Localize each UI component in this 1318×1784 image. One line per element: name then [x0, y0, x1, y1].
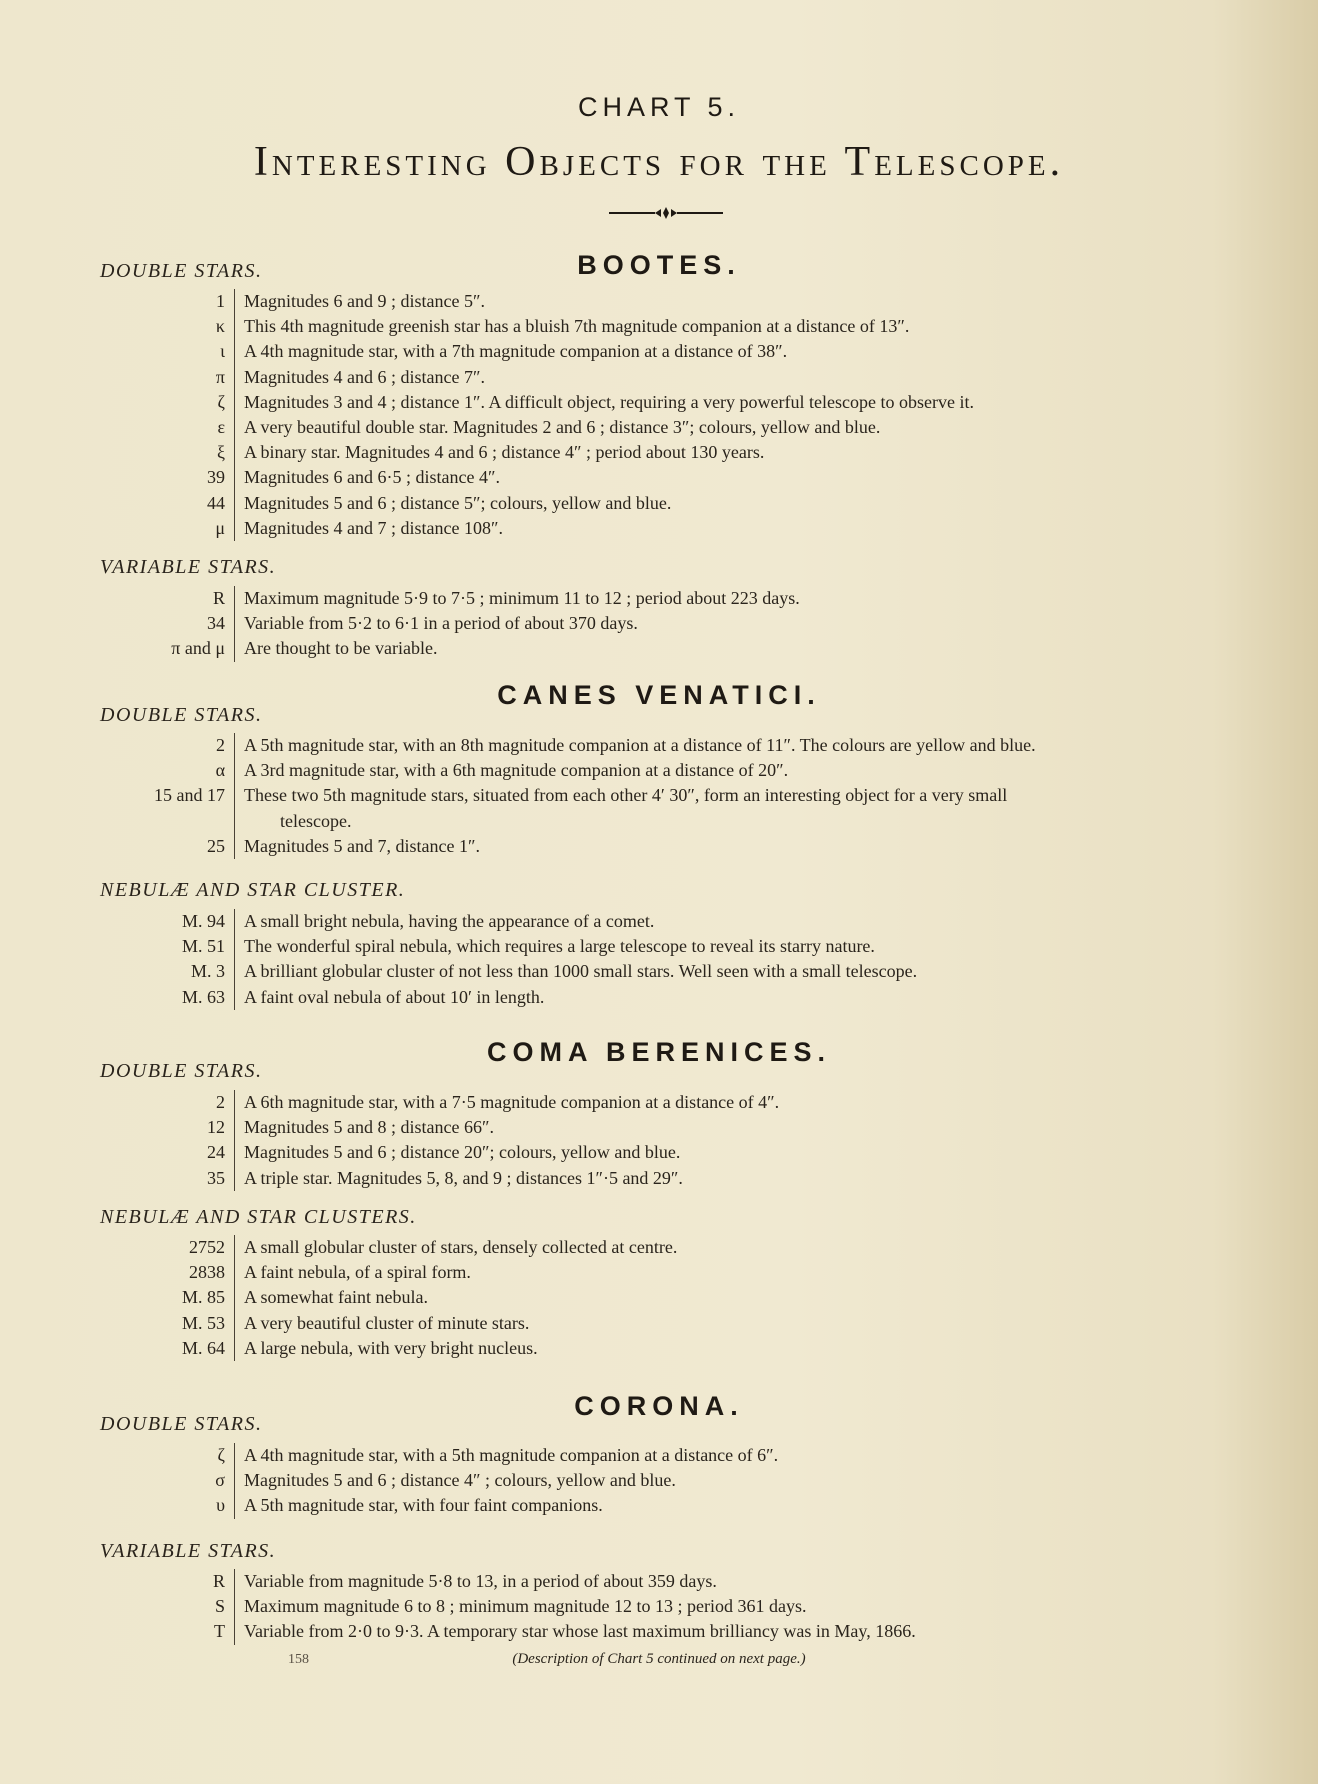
- section-heading-double-stars: DOUBLE STARS.: [100, 260, 263, 282]
- entry-description: A 4th magnitude star, with a 5th magnitude companion at a distance of 6″.: [234, 1443, 1250, 1468]
- entry-description: Variable from magnitude 5·8 to 13, in a period of about 359 days.: [234, 1569, 1250, 1594]
- list-item: [110, 1235, 1250, 1260]
- entry-description: Maximum magnitude 6 to 8 ; minimum magnitude 12 to 13 ; period 361 days.: [234, 1594, 1250, 1619]
- section-heading-double-stars: DOUBLE STARS.: [100, 704, 263, 726]
- list-item: [110, 314, 1250, 339]
- entry-key: ζ: [217, 391, 225, 412]
- list-item: [110, 586, 1250, 611]
- entry-description: A very beautiful cluster of minute stars.: [234, 1311, 1250, 1336]
- entry-key: M. 3: [190, 961, 225, 982]
- list-item: [110, 1493, 1250, 1518]
- list-item: [110, 491, 1250, 516]
- entry-key: ι: [220, 341, 225, 362]
- entry-description: Magnitudes 3 and 4 ; distance 1″. A difficult object, requiring a very powerful telescope to observe it.: [234, 390, 1250, 415]
- list-item: [110, 415, 1250, 440]
- entry-description: A brilliant globular cluster of not less than 1000 small stars. Well seen with a small telescope.: [234, 959, 1250, 984]
- list-item: [110, 465, 1250, 490]
- continuation-note: (Description of Chart 5 continued on next page.): [512, 1651, 806, 1667]
- entry-description: A somewhat faint nebula.: [234, 1285, 1250, 1310]
- list-item: [110, 611, 1250, 636]
- section-heading-variable-stars: VARIABLE STARS.: [100, 556, 277, 578]
- list-item: [110, 1311, 1250, 1336]
- list-item: [110, 809, 1250, 834]
- entry-key: σ: [215, 1470, 225, 1491]
- entry-description: These two 5th magnitude stars, situated from each other 4′ 30″, form an interesting object for a very small: [234, 783, 1250, 808]
- section-heading-nebulae: NEBULÆ AND STAR CLUSTER.: [100, 879, 406, 901]
- list-item: [110, 636, 1250, 661]
- entry-key: 2838: [189, 1262, 225, 1283]
- list-item: [110, 783, 1250, 808]
- entry-key: M. 63: [181, 986, 225, 1007]
- entry-key: ξ: [216, 442, 225, 463]
- entry-description: The wonderful spiral nebula, which requires a large telescope to reveal its starry nature.: [234, 934, 1250, 959]
- list-item: [110, 909, 1250, 934]
- entry-description: Magnitudes 4 and 7 ; distance 108″.: [234, 516, 1250, 541]
- entry-key: 25: [207, 835, 225, 856]
- bootes-variable-stars-list: [110, 586, 1250, 662]
- entry-description: Maximum magnitude 5·9 to 7·5 ; minimum 11 to 12 ; period about 223 days.: [234, 586, 1250, 611]
- entry-key: 2752: [189, 1237, 225, 1257]
- entry-description: A 5th magnitude star, with an 8th magnitude companion at a distance of 11″. The colours are yellow and blue.: [234, 733, 1250, 758]
- corona-variable-stars-list: [110, 1569, 1250, 1645]
- entry-key: 1: [216, 291, 225, 311]
- section-heading-double-stars: DOUBLE STARS.: [100, 1060, 263, 1082]
- entry-description: telescope.: [234, 809, 1250, 834]
- entry-description: Magnitudes 5 and 6 ; distance 4″ ; colours, yellow and blue.: [234, 1468, 1250, 1493]
- section-heading-nebulae: NEBULÆ AND STAR CLUSTERS.: [100, 1206, 417, 1228]
- entry-key: [110, 809, 234, 834]
- entry-key: M. 51: [181, 936, 225, 957]
- list-item: [110, 339, 1250, 364]
- entry-description: Magnitudes 6 and 9 ; distance 5″.: [234, 289, 1250, 314]
- list-item: [110, 985, 1250, 1010]
- entry-key: ζ: [217, 1445, 225, 1465]
- list-item: [110, 959, 1250, 984]
- chart-number: CHART 5.: [577, 92, 741, 122]
- list-item: [110, 1443, 1250, 1468]
- entry-key: 2: [216, 1092, 225, 1112]
- entry-key: 12: [207, 1117, 225, 1138]
- list-item: [110, 289, 1250, 314]
- entry-key: π: [215, 366, 225, 387]
- entry-key: κ: [215, 316, 225, 337]
- entry-description: This 4th magnitude greenish star has a bluish 7th magnitude companion at a distance of 13″.: [234, 314, 1250, 339]
- entry-key: ε: [217, 417, 225, 438]
- list-item: [110, 1090, 1250, 1115]
- entry-description: Magnitudes 6 and 6·5 ; distance 4″.: [234, 465, 1250, 490]
- page-number: 158: [288, 1652, 309, 1667]
- entry-description: A small bright nebula, having the appearance of a comet.: [234, 909, 1250, 934]
- list-item: [110, 1468, 1250, 1493]
- entry-description: A 4th magnitude star, with a 7th magnitude companion at a distance of 38″.: [234, 339, 1250, 364]
- entry-description: A faint nebula, of a spiral form.: [234, 1260, 1250, 1285]
- entry-key: π and μ: [171, 638, 225, 659]
- list-item: [110, 516, 1250, 541]
- list-item: [110, 440, 1250, 465]
- constellation-heading-coma-berenices: COMA BERENICES.: [486, 1037, 832, 1067]
- entry-description: A triple star. Magnitudes 5, 8, and 9 ; distances 1″·5 and 29″.: [234, 1166, 1250, 1191]
- list-item: [110, 1336, 1250, 1361]
- canes-nebulae-list: [110, 909, 1250, 1010]
- list-item: [110, 1115, 1250, 1140]
- list-item: [110, 1594, 1250, 1619]
- entry-description: Magnitudes 4 and 6 ; distance 7″.: [234, 365, 1250, 390]
- entry-key: M. 64: [181, 1337, 225, 1358]
- entry-description: Magnitudes 5 and 7, distance 1″.: [234, 834, 1250, 859]
- entry-key: 35: [207, 1167, 225, 1188]
- entry-description: Variable from 5·2 to 6·1 in a period of about 370 days.: [234, 611, 1250, 636]
- entry-description: A 6th magnitude star, with a 7·5 magnitude companion at a distance of 4″.: [234, 1090, 1250, 1115]
- entry-key: R: [212, 588, 225, 608]
- list-item: [110, 1285, 1250, 1310]
- entry-key: 34: [207, 613, 225, 634]
- entry-description: A very beautiful double star. Magnitudes 2 and 6 ; distance 3″; colours, yellow and blue.: [234, 415, 1250, 440]
- page-title: Interesting Objects for the Telescope.: [253, 139, 1065, 185]
- coma-nebulae-list: [110, 1235, 1250, 1361]
- entry-key: υ: [216, 1495, 225, 1516]
- list-item: [110, 834, 1250, 859]
- bootes-double-stars-list: [110, 289, 1250, 541]
- entry-description: A large nebula, with very bright nucleus.: [234, 1336, 1250, 1361]
- canes-double-stars-list: [110, 733, 1250, 859]
- entry-key: 39: [207, 467, 225, 488]
- list-item: [110, 1140, 1250, 1165]
- entry-key: α: [215, 760, 225, 781]
- list-item: [110, 390, 1250, 415]
- list-item: [110, 1260, 1250, 1285]
- entry-key: R: [212, 1571, 225, 1591]
- entry-description: Magnitudes 5 and 6 ; distance 20″; colours, yellow and blue.: [234, 1140, 1250, 1165]
- entry-key: 2: [216, 735, 225, 755]
- entry-description: Magnitudes 5 and 8 ; distance 66″.: [234, 1115, 1250, 1140]
- entry-description: A 5th magnitude star, with four faint companions.: [234, 1493, 1250, 1518]
- entry-description: A 3rd magnitude star, with a 6th magnitude companion at a distance of 20″.: [234, 758, 1250, 783]
- entry-key: S: [214, 1596, 225, 1617]
- list-item: [110, 1166, 1250, 1191]
- entry-key: M. 53: [181, 1312, 225, 1333]
- entry-description: Are thought to be variable.: [234, 636, 1250, 661]
- entry-description: Variable from 2·0 to 9·3. A temporary star whose last maximum brilliancy was in May, 1866.: [234, 1619, 1250, 1644]
- coma-double-stars-list: [110, 1090, 1250, 1191]
- entry-description: Magnitudes 5 and 6 ; distance 5″; colours, yellow and blue.: [234, 491, 1250, 516]
- entry-description: A binary star. Magnitudes 4 and 6 ; distance 4″ ; period about 130 years.: [234, 440, 1250, 465]
- list-item: [110, 934, 1250, 959]
- entry-description: A faint oval nebula of about 10′ in length.: [234, 985, 1250, 1010]
- section-heading-variable-stars: VARIABLE STARS.: [100, 1540, 277, 1562]
- divider-ornament-icon: [609, 206, 723, 220]
- entry-key: 15 and 17: [154, 785, 225, 806]
- entry-key: T: [214, 1621, 225, 1642]
- entry-key: μ: [215, 517, 225, 538]
- entry-key: M. 85: [181, 1287, 225, 1308]
- entry-key: 24: [207, 1142, 225, 1163]
- entry-key: 44: [207, 492, 225, 513]
- list-item: [110, 733, 1250, 758]
- list-item: [110, 365, 1250, 390]
- constellation-heading-canes-venatici: CANES VENATICI.: [497, 680, 821, 710]
- list-item: [110, 1569, 1250, 1594]
- corona-double-stars-list: [110, 1443, 1250, 1519]
- constellation-heading-corona: CORONA.: [574, 1391, 744, 1421]
- entry-key: M. 94: [181, 911, 225, 931]
- list-item: [110, 758, 1250, 783]
- list-item: [110, 1619, 1250, 1644]
- constellation-heading-bootes: BOOTES.: [577, 250, 741, 280]
- section-heading-double-stars: DOUBLE STARS.: [100, 1413, 263, 1435]
- entry-description: A small globular cluster of stars, densely collected at centre.: [234, 1235, 1250, 1260]
